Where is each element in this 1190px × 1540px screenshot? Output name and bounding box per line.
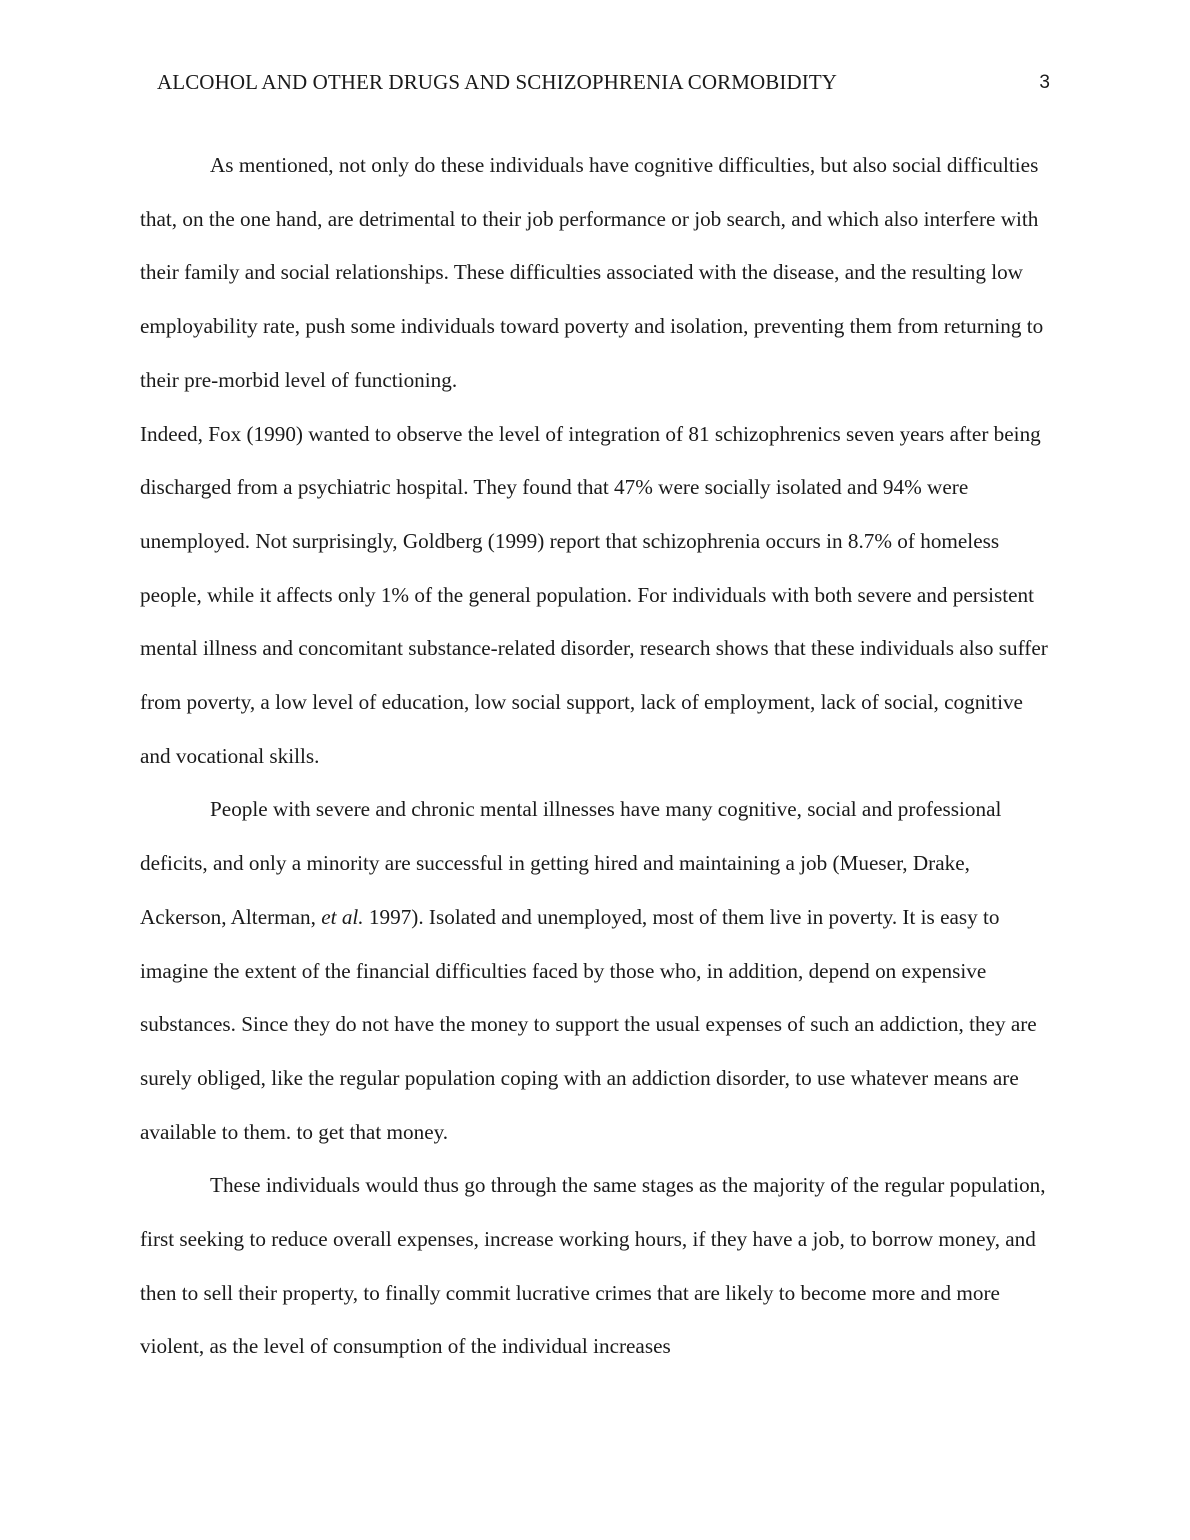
paragraph-3-text-end: 1997). Isolated and unemployed, most of them live in poverty. It is easy to imagine the extent of the financial difficulties faced by those who, in addition, depend on expensive substances. Since they do not have the money to support the usual expenses of such an addiction, they are surely obliged, like the regular population coping with an addiction disorder, to use whatever means are available to them. to get that money. — [140, 904, 1037, 1144]
running-head: ALCOHOL AND OTHER DRUGS AND SCHIZOPHRENIA CORMOBIDITY — [157, 70, 838, 94]
paragraph-3-citation-italic: et al. — [321, 904, 364, 929]
paragraph-3-text-start: People with severe and chronic mental illnesses have many cognitive, social and professional deficits, and only a minority are successful in getting hired and maintaining a job (Mueser, Drake, Ackerson, Alterman, — [140, 797, 1002, 929]
paragraph-1: As mentioned, not only do these individuals have cognitive difficulties, but also social difficulties that, on the one hand, are detrimental to their job performance or job search, and which also interfere with their family and social relationships. These difficulties associated with the disease, and the resulting low employability rate, push some individuals toward poverty and isolation, preventing them from returning to their pre-morbid level of functioning. — [140, 153, 1044, 392]
page-number: 3 — [1039, 72, 1050, 93]
paragraph-2: Indeed, Fox (1990) wanted to observe the level of integration of 81 schizophrenics seven years after being discharged from a psychiatric hospital. They found that 47% were socially isolated and 94% were unemployed. Not surprisingly, Goldberg (1999) report that schizophrenia occurs in 8.7% of homeless people, while it affects only 1% of the general population. For individuals with both severe and persistent mental illness and concomitant substance-related disorder, research shows that these individuals also suffer from poverty, a low level of education, low social support, lack of employment, lack of social, cognitive and vocational skills. — [140, 421, 1048, 768]
body-text — [140, 139, 1050, 1374]
paragraph-3 — [140, 783, 1050, 1159]
paragraph-4: These individuals would thus go through the same stages as the majority of the regular population, first seeking to reduce overall expenses, increase working hours, if they have a job, to borrow money, and then to sell their property, to finally commit lucrative crimes that are likely to become more and more violent, as the level of consumption of the individual increases — [140, 1173, 1046, 1359]
